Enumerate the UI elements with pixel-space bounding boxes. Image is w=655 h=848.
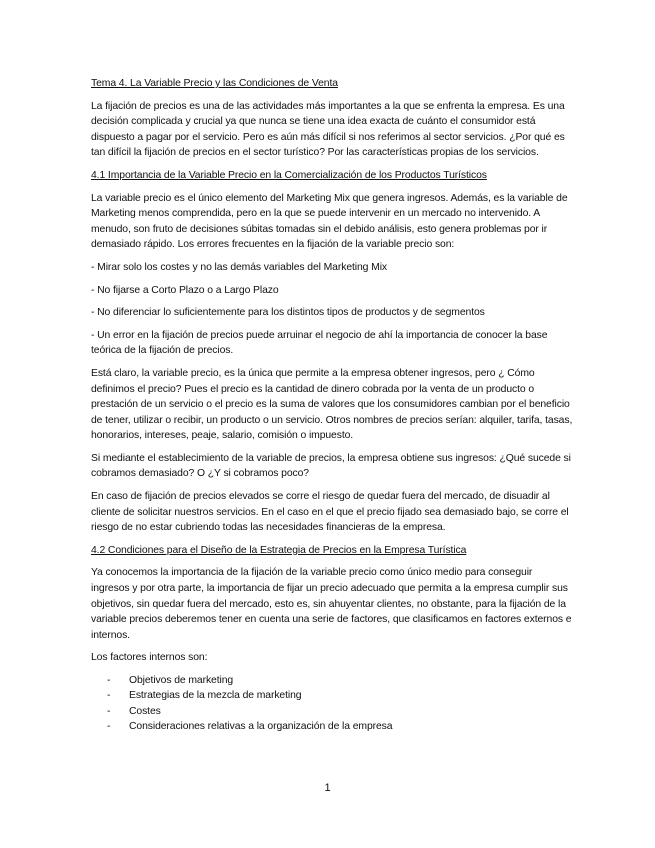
page-number: 1 [324, 782, 331, 794]
section-4-2-heading: 4.2 Condiciones para el Diseño de la Estrategia de Precios en la Empresa Turística [91, 544, 467, 556]
section-4-1-heading: 4.1 Importancia de la Variable Precio en la Comercialización de los Productos Turísticos [91, 169, 487, 181]
error-item: - Un error en la fijación de precios puede arruinar el negocio de ahí la importancia de conocer la base teórica de la fijación de precios. [91, 329, 548, 357]
list-item [91, 688, 573, 703]
section-4-1-paragraph-1: La variable precio es el único elemento del Marketing Mix que genera ingresos. Además, es la variable de Marketing menos comprendida, pero en la que se puede intervenir en un mercado no intervenido. A menudo, son fruto de decisiones súbitas tomadas sin el debido análisis, esto genera problemas por ir demasiado rápido. Los errores frecuentes en la fijación de la variable precio son: [91, 192, 568, 251]
error-item: - No diferenciar lo suficientemente para los distintos tipos de productos y de segmentos [91, 307, 485, 319]
list-item [91, 673, 573, 688]
error-item: - No fijarse a Corto Plazo o a Largo Plazo [91, 284, 279, 296]
list-item [91, 719, 573, 734]
list-item-text: Objetivos de marketing [129, 675, 234, 686]
error-item: - Mirar solo los costes y no las demás variables del Marketing Mix [91, 261, 387, 273]
list-item-text: Costes [129, 705, 161, 717]
section-4-1-paragraph-2: Está claro, la variable precio, es la única que permite a la empresa obtener ingresos, pero ¿ Cómo definimos el precio? Pues el precio es la cantidad de dinero cobrada por la venta de un producto o prestación de un servicio o el precio es la suma de valores que los consumidores cambian por el beneficio de tener, utilizar o recibir, un producto o un servicio. Otros nombres de precios serían: alquiler, tarifa, tasas, honorarios, intereses, peaje, salario, comisión o impuesto. [91, 367, 573, 442]
bullet-marker: - [107, 675, 111, 686]
bullet-marker: - [107, 690, 111, 702]
bullet-marker: - [107, 721, 111, 733]
section-4-2-paragraph-1: Ya conocemos la importancia de la fijación de la variable precio como único medio para conseguir ingresos y por otra parte, la importancia de fijar un precio adecuado que permita a la empresa cumplir sus objetivos, sin quedar fuera del mercado, esto es, sin ahuyentar clientes, no obstante, para la fijación de la variable precios deberemos tener en cuenta una serie de factores, que clasificamos en factores externos e internos. [91, 567, 572, 641]
document-body [91, 76, 573, 735]
list-item [91, 704, 573, 719]
list-item-text: Consideraciones relativas a la organización de la empresa [129, 721, 393, 733]
document-title: Tema 4. La Variable Precio y las Condiciones de Venta [91, 78, 338, 89]
section-4-2-paragraph-2: Los factores internos son: [91, 652, 208, 664]
intro-paragraph: La fijación de precios es una de las actividades más importantes a la que se enfrenta la empresa. Es una decisión complicada y crucial ya que nunca se tiene una idea exacta de cuánto el consumidor está dispuesto a pagar por el servicio. Pero es aún más difícil si nos referimos al sector servicios. ¿Por qué es tan difícil la fijación de precios en el sector turístico? Por las características propias de los servicios. [91, 100, 565, 159]
bullet-marker: - [107, 705, 111, 717]
internal-factors-list [91, 673, 573, 735]
list-item-text: Estrategias de la mezcla de marketing [129, 690, 302, 702]
section-4-1-paragraph-3: Si mediante el establecimiento de la variable de precios, la empresa obtiene sus ingresos: ¿Qué sucede si cobramos demasiado? O ¿Y si cobramos poco? [91, 452, 571, 480]
section-4-1-paragraph-4: En caso de fijación de precios elevados se corre el riesgo de quedar fuera del mercado, de disuadir al cliente de solicitar nuestros servicios. En el caso en el que el precio fijado sea demasiado bajo, se corre el riesgo de no estar cubriendo todas las necesidades financieras de la empresa. [91, 491, 569, 534]
